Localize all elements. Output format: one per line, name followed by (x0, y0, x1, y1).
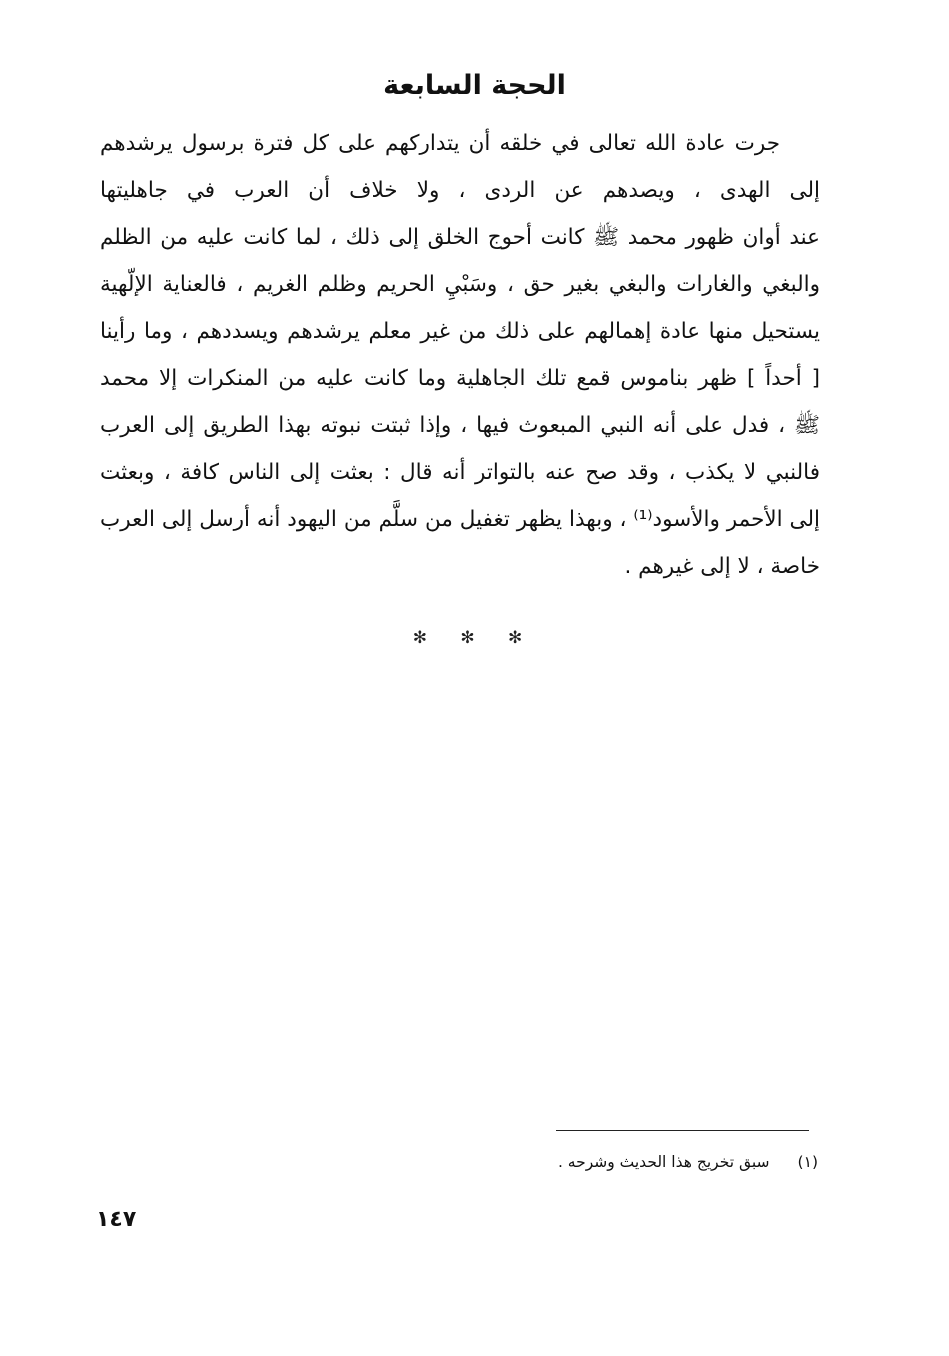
body-line: إلى الأحمر والأسود⁽¹⁾ ، وبهذا يظهر تغفيل من سلَّم من اليهود أنه أرسل إلى العرب (100, 507, 820, 532)
section-separator-icon: ✻ ✻ ✻ (412, 628, 537, 648)
body-line: جرت عادة الله تعالى في خلقه أن يتداركهم على كل فترة برسول يرشدهم (100, 131, 780, 156)
footnote (300, 1148, 818, 1176)
section-heading: الحجة السابعة (383, 70, 566, 101)
body-line: خاصة ، لا إلى غيرهم . (624, 554, 820, 579)
body-paragraph (100, 120, 820, 590)
body-line: [ أحداً ] ظهر بناموس قمع تلك الجاهلية وما كانت عليه من المنكرات إلا محمد (100, 366, 820, 391)
footnote-number: (١) (797, 1153, 818, 1171)
body-line: والبغي والغارات والبغي بغير حق ، وسَبْيِ الحريم وظلم الغريم ، فالعناية الإلّهية (100, 272, 820, 297)
page-number: ١٤٧ (96, 1207, 137, 1232)
body-line: يستحيل منها عادة إهمالهم على ذلك من غير معلم يرشدهم ويسددهم ، وما رأينا (100, 319, 820, 344)
footnote-divider (556, 1130, 809, 1131)
body-line: إلى الهدى ، ويصدهم عن الردى ، ولا خلاف أن العرب في جاهليتها (100, 178, 820, 203)
body-line: ﷺ ، فدل على أنه النبي المبعوث فيها ، وإذا ثبتت نبوته بهذا الطريق إلى العرب (100, 413, 820, 438)
body-line: فالنبي لا يكذب ، وقد صح عنه بالتواتر أنه قال : بعثت إلى الناس كافة ، وبعثت (100, 460, 820, 485)
footnote-text: سبق تخريج هذا الحديث وشرحه . (557, 1153, 770, 1171)
body-line: عند أوان ظهور محمد ﷺ كانت أحوج الخلق إلى ذلك ، لما كانت عليه من الظلم (100, 225, 820, 250)
